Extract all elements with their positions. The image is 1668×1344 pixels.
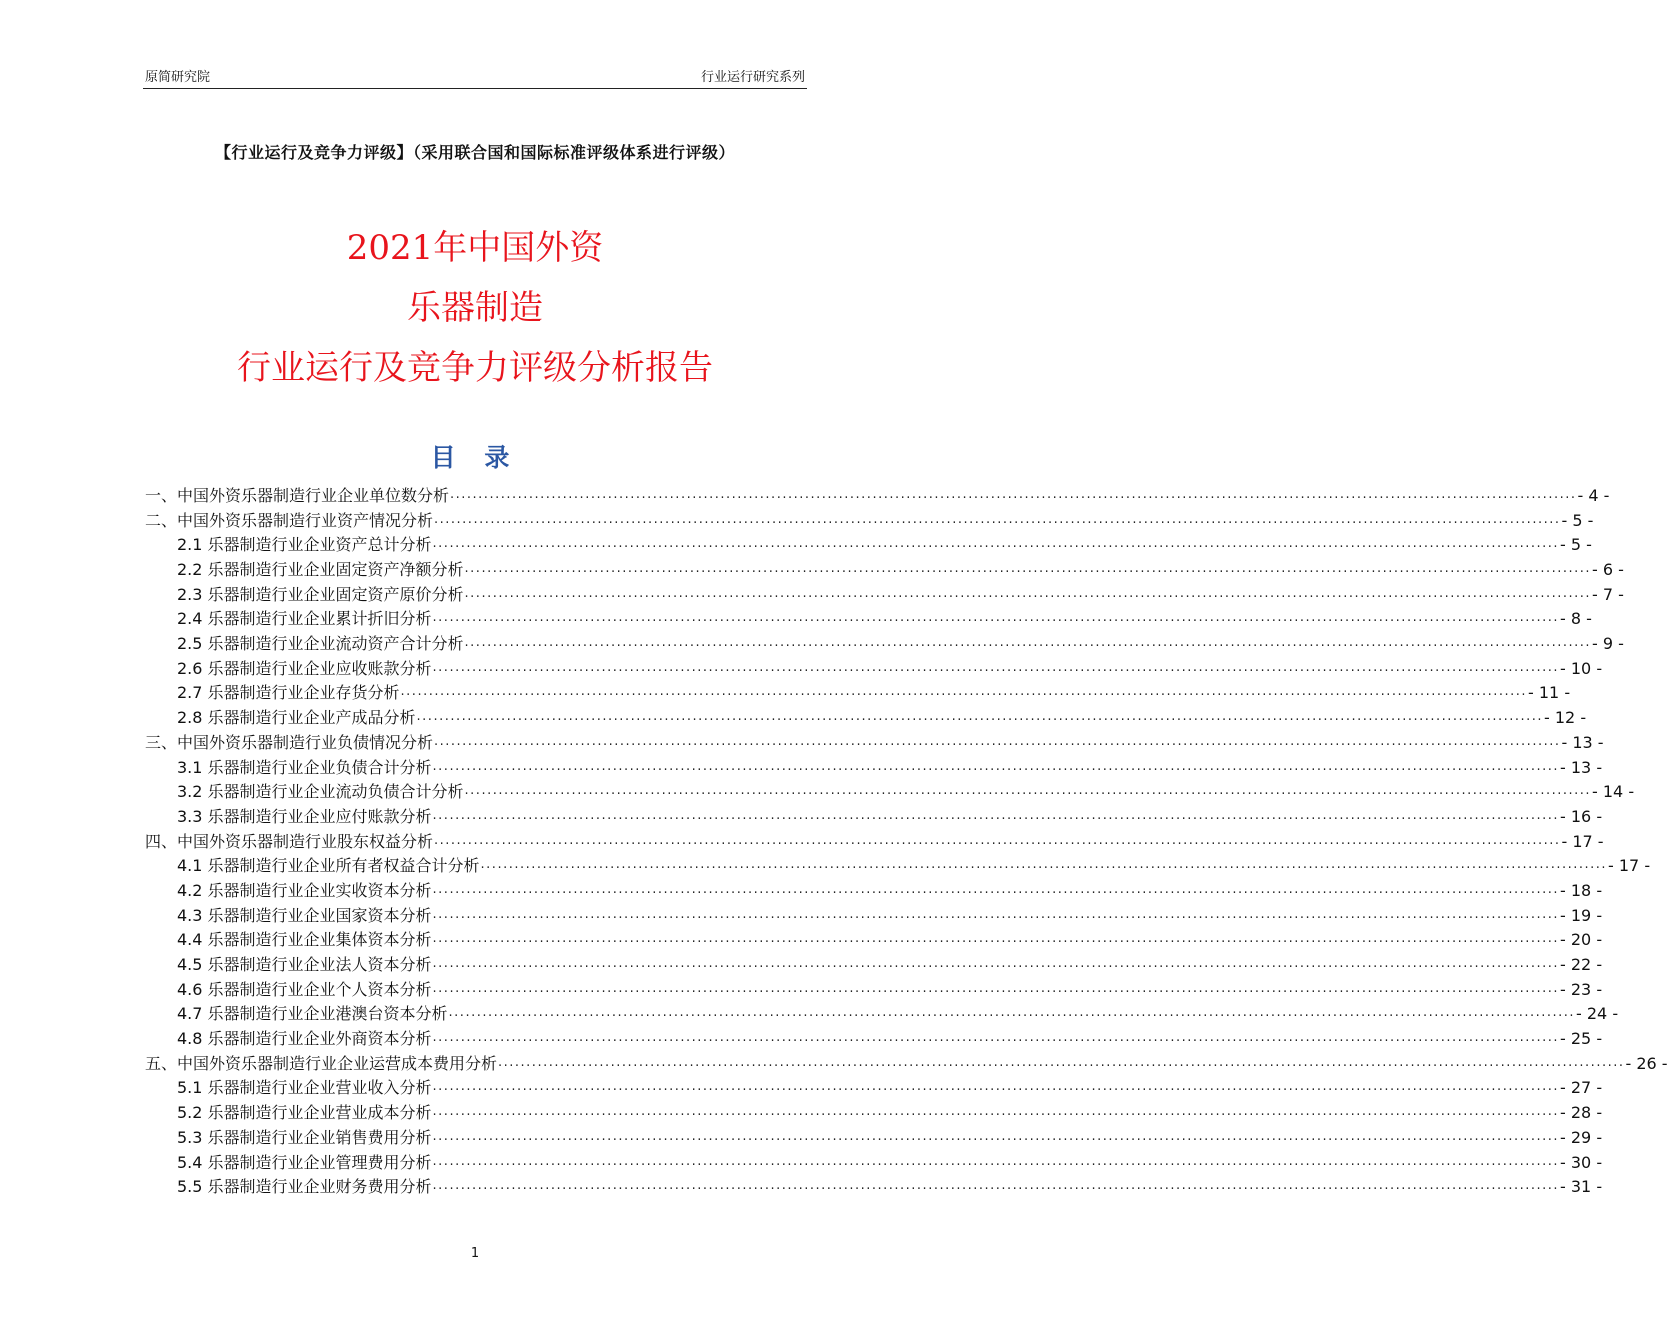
- toc-entry-title[interactable]: 2.3 乐器制造行业企业固定资产原价分析: [177, 584, 464, 604]
- toc-entry-title[interactable]: 2.6 乐器制造行业企业应收账款分析: [177, 658, 432, 678]
- toc-entry[interactable]: [145, 928, 1603, 953]
- toc-entry[interactable]: [145, 1101, 1603, 1126]
- toc-leader-dots: ........................................................................................................................................................................................................: [432, 610, 1560, 626]
- toc-entry[interactable]: [145, 805, 1603, 830]
- toc-entry[interactable]: [145, 533, 1592, 558]
- toc-entry[interactable]: [145, 1027, 1603, 1052]
- toc-entry-page[interactable]: - 17 -: [1561, 831, 1604, 851]
- toc-entry-page[interactable]: - 6 -: [1592, 560, 1624, 580]
- toc-leader-dots: ........................................................................................................................................................................................................: [434, 832, 1561, 848]
- toc-entry-page[interactable]: - 13 -: [1560, 757, 1603, 777]
- toc-entry-title[interactable]: 二、中国外资乐器制造行业资产情况分析: [145, 510, 434, 530]
- toc-entry[interactable]: [145, 1151, 1603, 1176]
- toc-leader-dots: ........................................................................................................................................................................................................: [464, 561, 1592, 577]
- toc-entry[interactable]: [145, 904, 1603, 929]
- toc-leader-dots: ........................................................................................................................................................................................................: [432, 1178, 1560, 1194]
- page-number: 1: [470, 1246, 480, 1261]
- toc-entry-title[interactable]: 5.5 乐器制造行业企业财务费用分析: [177, 1177, 432, 1197]
- toc-entry[interactable]: [145, 854, 1651, 879]
- toc-entry[interactable]: [145, 953, 1603, 978]
- toc-entry[interactable]: [145, 780, 1635, 805]
- toc-entry-title[interactable]: 5.3 乐器制造行业企业销售费用分析: [177, 1127, 432, 1147]
- toc-entry-title[interactable]: 3.3 乐器制造行业企业应付账款分析: [177, 806, 432, 826]
- toc-entry-page[interactable]: - 24 -: [1576, 1004, 1619, 1024]
- toc-entry-title[interactable]: 一、中国外资乐器制造行业企业单位数分析: [145, 485, 450, 505]
- toc-entry[interactable]: [145, 607, 1592, 632]
- toc-entry-title[interactable]: 四、中国外资乐器制造行业股东权益分析: [145, 831, 434, 851]
- toc-entry-title[interactable]: 4.6 乐器制造行业企业个人资本分析: [177, 979, 432, 999]
- toc-entry-title[interactable]: 4.7 乐器制造行业企业港澳台资本分析: [177, 1004, 448, 1024]
- toc-entry[interactable]: [145, 1002, 1619, 1027]
- toc-entry-page[interactable]: - 14 -: [1592, 782, 1635, 802]
- toc-entry-page[interactable]: - 10 -: [1560, 658, 1603, 678]
- toc-entry-page[interactable]: - 8 -: [1560, 609, 1592, 629]
- toc-entry[interactable]: [145, 731, 1604, 756]
- toc-entry-title[interactable]: 2.4 乐器制造行业企业累计折旧分析: [177, 609, 432, 629]
- toc-entry-title[interactable]: 2.8 乐器制造行业企业产成品分析: [177, 708, 416, 728]
- toc-entry[interactable]: [145, 1175, 1603, 1200]
- toc-entry[interactable]: [145, 830, 1604, 855]
- toc-leader-dots: ........................................................................................................................................................................................................: [432, 1079, 1560, 1095]
- toc-entry-page[interactable]: - 23 -: [1560, 979, 1603, 999]
- toc-entry-title[interactable]: 五、中国外资乐器制造行业企业运营成本费用分析: [145, 1053, 498, 1073]
- toc-entry[interactable]: [145, 1077, 1603, 1102]
- toc-leader-dots: ........................................................................................................................................................................................................: [432, 536, 1560, 552]
- toc-leader-dots: ........................................................................................................................................................................................................: [432, 1030, 1560, 1046]
- toc-entry-title[interactable]: 5.2 乐器制造行业企业营业成本分析: [177, 1103, 432, 1123]
- toc-leader-dots: ........................................................................................................................................................................................................: [480, 857, 1608, 873]
- toc-entry[interactable]: [145, 756, 1603, 781]
- toc-entry-title[interactable]: 5.4 乐器制造行业企业管理费用分析: [177, 1152, 432, 1172]
- toc-entry[interactable]: [145, 558, 1624, 583]
- toc-entry-page[interactable]: - 29 -: [1560, 1127, 1603, 1147]
- toc-entry-page[interactable]: - 28 -: [1560, 1103, 1603, 1123]
- toc-entry-page[interactable]: - 31 -: [1560, 1177, 1603, 1197]
- toc-entry-title[interactable]: 3.1 乐器制造行业企业负债合计分析: [177, 757, 432, 777]
- toc-entry-page[interactable]: - 25 -: [1560, 1029, 1603, 1049]
- toc-entry-page[interactable]: - 4 -: [1577, 485, 1610, 505]
- toc-entry-page[interactable]: - 30 -: [1560, 1152, 1603, 1172]
- toc-leader-dots: ........................................................................................................................................................................................................: [432, 1128, 1560, 1144]
- toc-entry[interactable]: [145, 632, 1624, 657]
- toc-leader-dots: ........................................................................................................................................................................................................: [432, 956, 1560, 972]
- toc-entry-title[interactable]: 4.8 乐器制造行业企业外商资本分析: [177, 1029, 432, 1049]
- toc-entry[interactable]: [145, 682, 1571, 707]
- toc-entry[interactable]: [145, 509, 1594, 534]
- toc-entry-title[interactable]: 2.2 乐器制造行业企业固定资产净额分析: [177, 560, 464, 580]
- toc-leader-dots: ........................................................................................................................................................................................................: [432, 1104, 1560, 1120]
- toc-entry-page[interactable]: - 19 -: [1560, 905, 1603, 925]
- table-of-contents: [145, 484, 1668, 1200]
- toc-entry-title[interactable]: 2.1 乐器制造行业企业资产总计分析: [177, 535, 432, 555]
- toc-entry[interactable]: [145, 1052, 1668, 1077]
- toc-entry-page[interactable]: - 27 -: [1560, 1078, 1603, 1098]
- toc-entry-page[interactable]: - 12 -: [1544, 708, 1587, 728]
- toc-leader-dots: ........................................................................................................................................................................................................: [432, 807, 1560, 823]
- report-subtitle: 【行业运行及竞争力评级】（采用联合国和国际标准评级体系进行评级）: [214, 143, 735, 162]
- header-org-name: 原简研究院: [145, 70, 211, 85]
- toc-entry-page[interactable]: - 9 -: [1592, 634, 1624, 654]
- toc-leader-dots: ........................................................................................................................................................................................................: [432, 980, 1560, 996]
- toc-entry-page[interactable]: - 20 -: [1560, 930, 1603, 950]
- toc-leader-dots: ........................................................................................................................................................................................................: [448, 1005, 1576, 1021]
- toc-entry[interactable]: [145, 484, 1610, 509]
- toc-leader-dots: ........................................................................................................................................................................................................: [464, 635, 1592, 651]
- toc-entry-page[interactable]: - 7 -: [1592, 584, 1624, 604]
- toc-entry-page[interactable]: - 26 -: [1625, 1053, 1668, 1073]
- toc-entry-title[interactable]: 三、中国外资乐器制造行业负债情况分析: [145, 732, 434, 752]
- toc-entry-title[interactable]: 4.1 乐器制造行业企业所有者权益合计分析: [177, 856, 480, 876]
- toc-entry-title[interactable]: 3.2 乐器制造行业企业流动负债合计分析: [177, 782, 464, 802]
- toc-leader-dots: ........................................................................................................................................................................................................: [464, 783, 1592, 799]
- toc-leader-dots: ........................................................................................................................................................................................................: [434, 733, 1561, 749]
- toc-entry[interactable]: [145, 879, 1603, 904]
- toc-leader-dots: ........................................................................................................................................................................................................: [432, 659, 1560, 675]
- toc-leader-dots: ........................................................................................................................................................................................................: [432, 881, 1560, 897]
- title-line-year: 2021年中国外资: [346, 228, 604, 268]
- title-line-industry: 乐器制造: [407, 288, 543, 328]
- toc-heading: 目 录: [430, 443, 520, 472]
- toc-entry-page[interactable]: - 22 -: [1560, 955, 1603, 975]
- toc-entry-title[interactable]: 4.3 乐器制造行业企业国家资本分析: [177, 905, 432, 925]
- toc-leader-dots: ........................................................................................................................................................................................................: [432, 1153, 1560, 1169]
- toc-entry[interactable]: [145, 706, 1587, 731]
- toc-leader-dots: ........................................................................................................................................................................................................: [450, 486, 1577, 502]
- toc-entry[interactable]: [145, 1126, 1603, 1151]
- toc-entry-title[interactable]: 4.2 乐器制造行业企业实收资本分析: [177, 880, 432, 900]
- toc-entry-page[interactable]: - 17 -: [1608, 856, 1651, 876]
- toc-entry-title[interactable]: 5.1 乐器制造行业企业营业收入分析: [177, 1078, 432, 1098]
- toc-leader-dots: ........................................................................................................................................................................................................: [434, 511, 1561, 527]
- toc-entry-page[interactable]: - 5 -: [1560, 535, 1592, 555]
- toc-entry-page[interactable]: - 16 -: [1560, 806, 1603, 826]
- header-series-name: 行业运行研究系列: [700, 70, 805, 85]
- toc-entry[interactable]: [145, 583, 1624, 608]
- toc-entry[interactable]: [145, 978, 1603, 1003]
- page-header: [143, 66, 807, 89]
- toc-entry-page[interactable]: - 5 -: [1561, 510, 1594, 530]
- toc-entry-title[interactable]: 2.7 乐器制造行业企业存货分析: [177, 683, 400, 703]
- title-line-report: 行业运行及竞争力评级分析报告: [237, 348, 713, 388]
- toc-entry-page[interactable]: - 18 -: [1560, 880, 1603, 900]
- toc-entry-page[interactable]: - 13 -: [1561, 732, 1604, 752]
- toc-entry-title[interactable]: 4.4 乐器制造行业企业集体资本分析: [177, 930, 432, 950]
- toc-entry-title[interactable]: 2.5 乐器制造行业企业流动资产合计分析: [177, 634, 464, 654]
- toc-leader-dots: ........................................................................................................................................................................................................: [464, 585, 1592, 601]
- toc-leader-dots: ........................................................................................................................................................................................................: [400, 684, 1528, 700]
- toc-leader-dots: ........................................................................................................................................................................................................: [432, 906, 1560, 922]
- toc-leader-dots: ........................................................................................................................................................................................................: [432, 758, 1560, 774]
- toc-entry-title[interactable]: 4.5 乐器制造行业企业法人资本分析: [177, 955, 432, 975]
- toc-leader-dots: ........................................................................................................................................................................................................: [432, 931, 1560, 947]
- toc-entry[interactable]: [145, 657, 1603, 682]
- toc-entry-page[interactable]: - 11 -: [1528, 683, 1571, 703]
- toc-leader-dots: ........................................................................................................................................................................................................: [416, 709, 1544, 725]
- toc-leader-dots: ........................................................................................................................................................................................................: [498, 1054, 1625, 1070]
